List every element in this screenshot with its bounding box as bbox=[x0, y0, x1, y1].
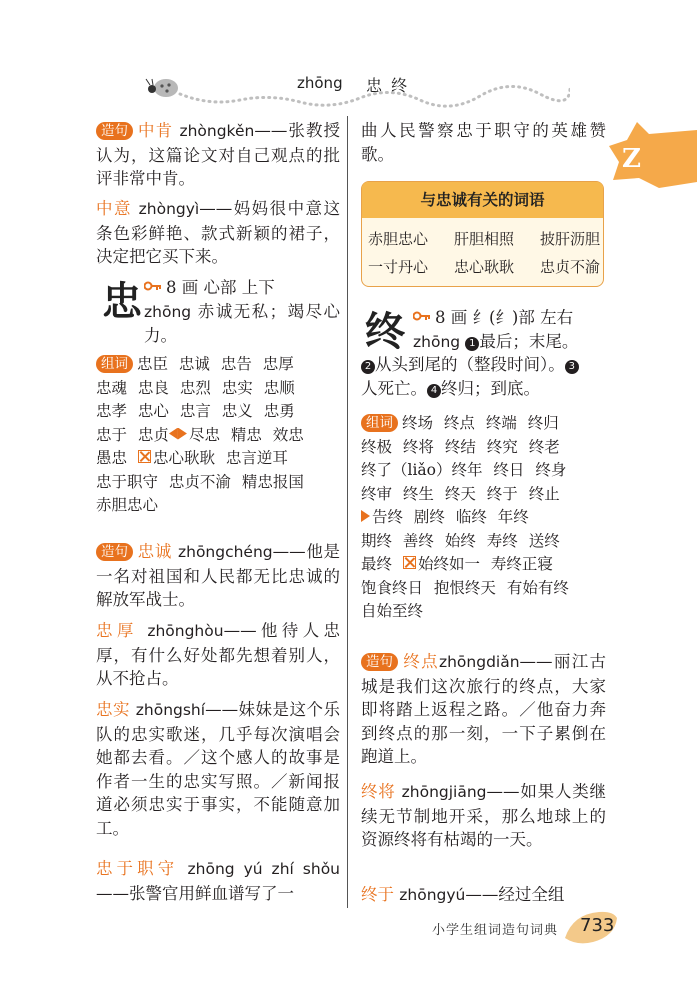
example: ——经过全组 bbox=[465, 885, 565, 904]
tab-letter: Z bbox=[622, 144, 641, 174]
sense-number-2: 2 bbox=[361, 360, 375, 374]
headword: 忠于职守 bbox=[96, 859, 179, 878]
example: ——丽江古城是我们这次旅行的终点，大家即将踏上返程之路。／他奋力奔到终点的那一刻，一下子累倒在跑道上。 bbox=[361, 652, 607, 766]
antonym-icon bbox=[361, 510, 370, 522]
definition: 赤诚无私；竭尽心力。 bbox=[144, 301, 340, 345]
pinyin: zhòngkěn bbox=[179, 122, 255, 140]
entry-zhongjiang bbox=[361, 780, 606, 852]
related-words-box bbox=[361, 181, 604, 287]
pinyin: zhōng bbox=[144, 302, 192, 321]
word-list-zhong2: 组词 终场 终点 终端 终归 终极 终将 终结 终究 终老 终了（liǎo）终年 终日 终身 终审 终生 终天 终于 终止 告终 剧终 临终 年终 期终 善终 始终 寿终 送终 最终 始终如一 寿终正寝 饱食终日 抱恨终天 有始有终 自始至终 bbox=[361, 414, 569, 620]
example: ——妹妹是这个乐队的忠实歌迷，几乎每次演唱会她都去看。／这个感人的故事是作者一生的忠实写照。／新闻报道必须忠实于事实，不能随意加工。 bbox=[96, 700, 341, 838]
idiom-icon bbox=[403, 556, 416, 569]
related-row-1: 赤胆忠心 肝胆相照 披肝沥胆 bbox=[368, 230, 600, 248]
sense-number-1: 1 bbox=[465, 337, 479, 351]
entry-zhongcheng bbox=[96, 540, 340, 612]
pinyin: zhōngdiǎn bbox=[438, 653, 520, 671]
entry-zhongyi bbox=[96, 197, 340, 269]
pinyin: zhōng yú zhí shǒu bbox=[187, 860, 341, 878]
example: ——如果人类继续无节制地开采，那么地球上的资源终将有枯竭的一天。 bbox=[361, 782, 607, 849]
pinyin: zhōnghòu bbox=[147, 622, 224, 640]
example: ——张警官用鲜血谱写了一 bbox=[96, 883, 294, 903]
pinyin: zhōngyú bbox=[399, 886, 466, 904]
ladybug-icon bbox=[140, 78, 570, 108]
example: ——他待人忠厚，有什么好处都先想着别人，从不抢占。 bbox=[96, 621, 341, 688]
sense-number-3: 3 bbox=[565, 360, 579, 374]
header-chars: 忠 终 bbox=[366, 76, 410, 95]
defs-zhong2: 2 从头到尾的（整段时间）。 3 人死亡。 4 终归；到底。 bbox=[361, 353, 606, 400]
headword: 终于 bbox=[361, 885, 394, 904]
sentence-tag: 造句 bbox=[361, 653, 398, 671]
key-icon bbox=[144, 281, 162, 291]
sentence-tag: 造句 bbox=[96, 122, 133, 140]
headword: 中肯 bbox=[137, 121, 174, 140]
word-tag: 组词 bbox=[361, 414, 398, 432]
sense-number-4: 4 bbox=[427, 384, 441, 398]
headword: 终将 bbox=[361, 782, 396, 801]
entry-zhongdian bbox=[361, 650, 606, 769]
pinyin: zhōngjiāng bbox=[401, 783, 487, 801]
pinyin: zhōngshí bbox=[135, 701, 206, 719]
pinyin: zhòngyì bbox=[138, 200, 200, 218]
entry-zhongken bbox=[96, 119, 340, 191]
headword: 忠厚 bbox=[96, 621, 138, 640]
header-pinyin: zhōng bbox=[297, 74, 343, 92]
char-info-zhong: 8 画 心部 上下 zhōng 赤诚无私；竭尽心力。 bbox=[144, 278, 340, 345]
pinyin: zhōng bbox=[413, 332, 461, 351]
page-number: 733 bbox=[580, 915, 615, 936]
entry-zhonghou bbox=[96, 619, 340, 691]
word-list-zhong: 组词 忠臣 忠诚 忠告 忠厚 忠魂 忠良 忠烈 忠实 忠顺 忠孝 忠心 忠言 忠义 忠勇 忠于 忠贞 尽忠 精忠 效忠 愚忠 忠心耿耿 忠言逆耳 忠于职守 忠贞不渝 精忠报国 赤胆忠心 bbox=[96, 355, 304, 514]
antonym-left-icon bbox=[169, 428, 178, 440]
entry-zhongshi bbox=[96, 698, 340, 840]
book-title: 小学生组词造句词典 bbox=[432, 923, 559, 938]
idiom-icon bbox=[138, 450, 151, 463]
entry-zhongyu bbox=[361, 883, 606, 908]
continued-text: 曲人民警察忠于职守的英雄赞歌。 bbox=[361, 121, 606, 164]
antonym-right-icon bbox=[178, 428, 187, 440]
key-icon bbox=[413, 311, 431, 321]
related-row-2: 一寸丹心 忠心耿耿 忠贞不渝 bbox=[368, 258, 600, 276]
headword: 忠诚 bbox=[137, 542, 173, 561]
word-tag: 组词 bbox=[96, 355, 133, 373]
entry-zhongyuzhishou bbox=[96, 857, 340, 905]
headword: 终点 bbox=[402, 652, 439, 671]
pinyin: zhōngchéng bbox=[177, 543, 273, 561]
example: ——张教授认为，这篇论文对自己观点的批评非常中肯。 bbox=[96, 121, 340, 188]
headword: 忠实 bbox=[96, 700, 130, 719]
char-info-zhong2: 8 画 纟(纟)部 左右 zhōng 1 最后；末尾。 bbox=[413, 308, 579, 351]
example: ——妈妈很中意这条色彩鲜艳、款式新颖的裙子，决定把它买下来。 bbox=[96, 199, 341, 266]
big-char-zhong2: 终 bbox=[365, 308, 405, 355]
headword: 中意 bbox=[96, 199, 132, 218]
related-words-title: 与忠诚有关的词语 bbox=[362, 182, 603, 218]
example: ——他是一名对祖国和人民都无比忠诚的解放军战士。 bbox=[96, 542, 341, 609]
column-divider bbox=[347, 116, 348, 908]
big-char-zhong: 忠 bbox=[102, 278, 142, 325]
sentence-tag: 造句 bbox=[96, 543, 133, 561]
